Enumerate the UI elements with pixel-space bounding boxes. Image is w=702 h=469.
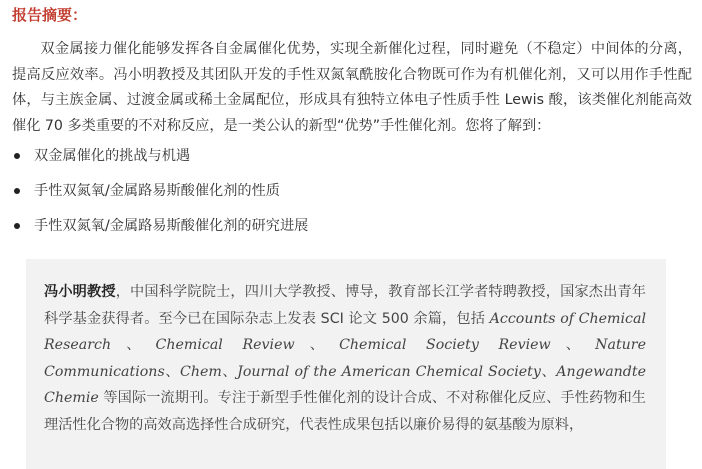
separator: 、	[221, 363, 238, 380]
bio-text-part: 等国际一流期刊。专注于新型手性催化剂的设计合成、不对称催化反应、手性药物和生理活性化合物的高效高选择性合成研究，代表性成果包括以廉价易得的氨基酸为原料，	[44, 390, 646, 433]
journal-name: Angewandte Chemie	[44, 363, 646, 407]
journal-name: Chem	[180, 363, 222, 380]
separator: 、	[111, 337, 156, 354]
abstract-paragraph: 双金属接力催化能够发挥各自金属催化优势，实现全新催化过程，同时避免（不稳定）中间体的分离，提高反应效率。冯小明教授及其团队开发的手性双氮氧酰胺化合物既可作为有机催化剂，又可以用作手性配体，与主族金属、过渡金属或稀土金属配位，形成具有独特立体电子性质手性 Lewis 酸，该类催化剂能高效催化 70 多类重要的不对称反应，是一类公认的新型“优势”手性催化剂。您将了解到：	[12, 41, 692, 134]
journal-name: Journal of the American Chemical Society	[237, 363, 541, 380]
bio-text-part: ，中国科学院院士，四川大学教授、博导，教育部长江学者特聘教授，国家杰出青年科学基金获得者。至今已在国际杂志上发表 SCI 论文 500 余篇，包括	[44, 284, 646, 327]
list-item-text: 双金属催化的挑战与机遇	[34, 148, 191, 164]
speaker-name: 冯小明教授	[44, 284, 116, 300]
bullet-icon	[14, 153, 20, 159]
speaker-bio-text	[44, 279, 646, 439]
section-heading: 报告摘要：	[12, 6, 88, 24]
list-item	[12, 180, 308, 215]
list-item-text: 手性双氮氧/金属路易斯酸催化剂的性质	[34, 183, 280, 199]
separator: 、	[550, 337, 596, 354]
journal-name: Chemical Society Review	[339, 337, 551, 354]
list-item	[12, 145, 308, 180]
bullet-list	[12, 145, 308, 250]
journal-name: Nature Communications	[44, 337, 646, 380]
bullet-icon	[14, 223, 20, 229]
separator: 、	[294, 337, 340, 354]
bullet-icon	[14, 188, 20, 194]
list-item-text: 手性双氮氧/金属路易斯酸催化剂的研究进展	[34, 218, 309, 234]
journal-name: Accounts of Chemical Research	[44, 310, 646, 354]
separator: 、	[540, 363, 557, 380]
speaker-bio-box	[26, 259, 666, 469]
list-item	[12, 215, 308, 250]
journal-name: Chemical Review	[155, 337, 295, 354]
separator: 、	[164, 363, 181, 380]
